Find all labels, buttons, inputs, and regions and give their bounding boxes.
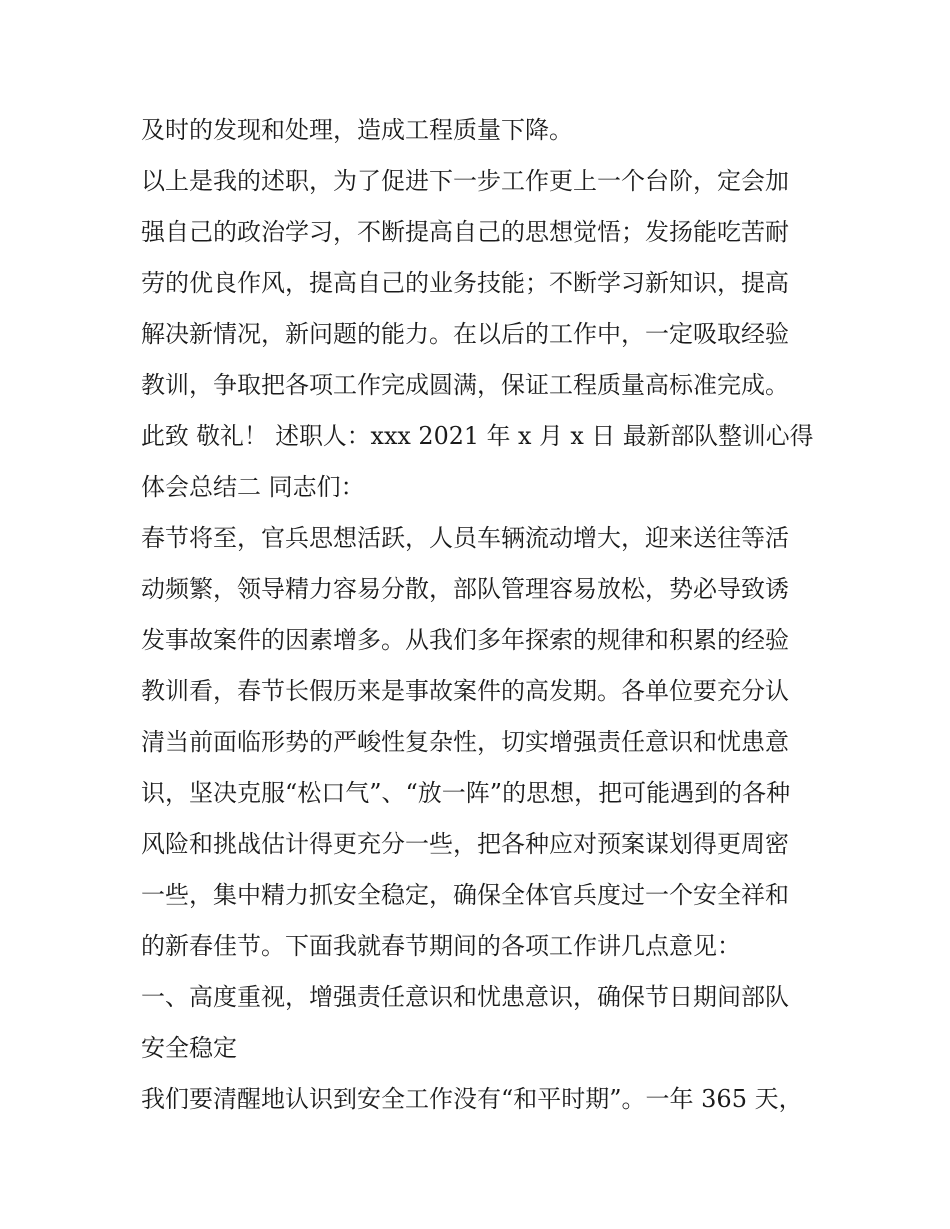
text-line: 风险和挑战估计得更充分一些，把各种应对预案谋划得更周密: [141, 830, 789, 858]
text-line: 劳的优良作风，提高自己的业务技能；不断学习新知识，提高: [141, 269, 789, 297]
text-line: 此致 敬礼！ 述职人：xxx 2021 年 x 月 x 日 最新部队整训心得: [141, 422, 814, 450]
text-line: 及时的发现和处理，造成工程质量下降。: [141, 116, 573, 144]
text-line: 教训看，春节长假历来是事故案件的高发期。各单位要充分认: [141, 677, 789, 705]
text-line: 强自己的政治学习，不断提高自己的思想觉悟；发扬能吃苦耐: [141, 218, 789, 246]
text-line: 体会总结二 同志们：: [141, 473, 365, 501]
text-line: 春节将至，官兵思想活跃，人员车辆流动增大，迎来送往等活: [141, 524, 789, 552]
text-line: 解决新情况，新问题的能力。在以后的工作中，一定吸取经验: [141, 320, 789, 348]
text-line: 一些，集中精力抓安全稳定，确保全体官兵度过一个安全祥和: [141, 881, 789, 909]
text-line: 识，坚决克服“松口气”、“放一阵”的思想，把可能遇到的各种: [141, 779, 791, 807]
text-line: 一、高度重视，增强责任意识和忧患意识，确保节日期间部队: [141, 983, 789, 1011]
text-line: 清当前面临形势的严峻性复杂性，切实增强责任意识和忧患意: [141, 728, 789, 756]
text-line: 动频繁，领导精力容易分散，部队管理容易放松，势必导致诱: [141, 575, 789, 603]
text-line: 我们要清醒地认识到安全工作没有“和平时期”。一年 365 天，: [141, 1085, 803, 1113]
text-line: 教训，争取把各项工作完成圆满，保证工程质量高标准完成。: [141, 371, 789, 399]
text-line: 安全稳定: [141, 1034, 237, 1062]
text-line: 发事故案件的因素增多。从我们多年探索的规律和积累的经验: [141, 626, 789, 654]
text-line: 的新春佳节。下面我就春节期间的各项工作讲几点意见：: [141, 932, 741, 960]
text-line: 以上是我的述职，为了促进下一步工作更上一个台阶，定会加: [141, 167, 789, 195]
